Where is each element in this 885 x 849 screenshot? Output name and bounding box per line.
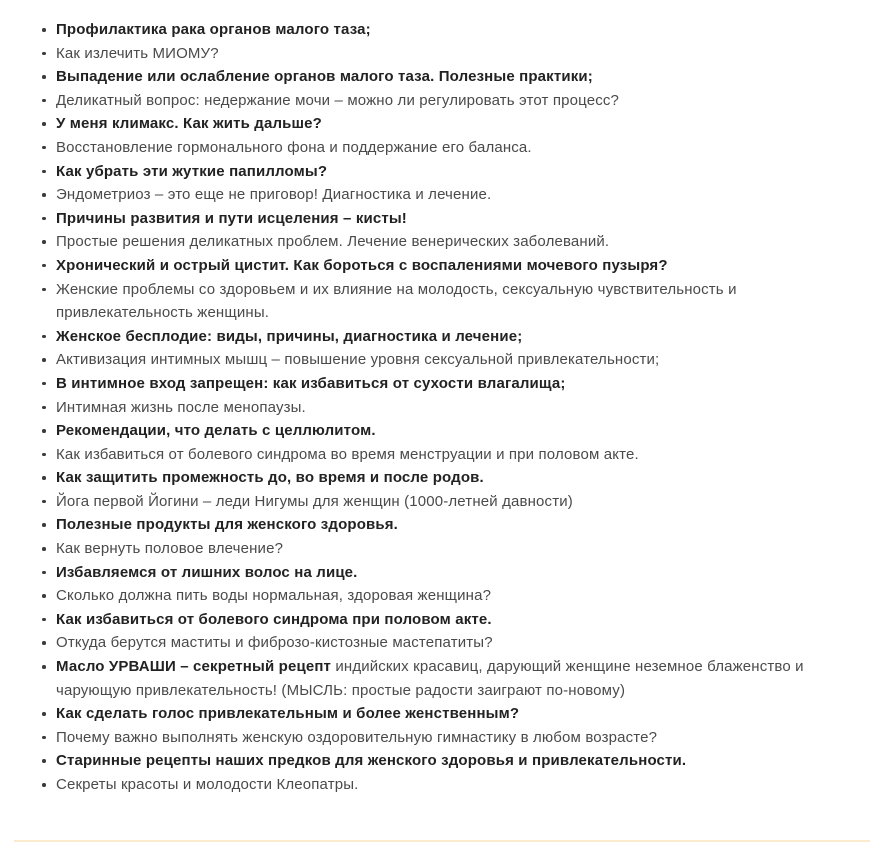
topic-list-item: Активизация интимных мышц – повышение уровня сексуальной привлекательности; [42, 348, 870, 372]
topic-list-item: Избавляемся от лишних волос на лице. [42, 561, 870, 585]
topic-list-item: Как сделать голос привлекательным и более женственным? [42, 702, 870, 726]
topic-list-item: Женское бесплодие: виды, причины, диагностика и лечение; [42, 325, 870, 349]
topic-list-item: Восстановление гормонального фона и поддержание его баланса. [42, 136, 870, 160]
topic-list-item: Как избавиться от болевого синдрома во время менструации и при половом акте. [42, 443, 870, 467]
topic-list-item: Как защитить промежность до, во время и после родов. [42, 466, 870, 490]
topic-list-item: Женские проблемы со здоровьем и их влияние на молодость, сексуальную чувствительность и привлекательность женщины. [42, 278, 870, 325]
topic-list-item: В интимное вход запрещен: как избавиться от сухости влагалища; [42, 372, 870, 396]
topic-item-rest: индийских красавиц, дарующий женщине неземное блаженство и чарующую привлекательность! (МЫСЛЬ: простые радости заиграют по-новому) [56, 658, 804, 699]
topic-list-item: Как излечить МИОМУ? [42, 42, 870, 66]
topic-list-item: Причины развития и пути исцеления – кисты! [42, 207, 870, 231]
topic-list-item: Йога первой Йогини – леди Нигумы для женщин (1000-летней давности) [42, 490, 870, 514]
topic-list-item [42, 655, 870, 702]
topic-list-item: Как избавиться от болевого синдрома при половом акте. [42, 608, 870, 632]
topic-list-item: Рекомендации, что делать с целлюлитом. [42, 419, 870, 443]
topic-list-item: Секреты красоты и молодости Клеопатры. [42, 773, 870, 797]
topic-list-item: Простые решения деликатных проблем. Лечение венерических заболеваний. [42, 230, 870, 254]
topic-item-lead: Масло УРВАШИ – секретный рецепт [56, 658, 332, 676]
topic-list-item: Эндометриоз – это еще не приговор! Диагностика и лечение. [42, 183, 870, 207]
topic-list-item: Сколько должна пить воды нормальная, здоровая женщина? [42, 584, 870, 608]
topic-list-item: Выпадение или ослабление органов малого таза. Полезные практики; [42, 65, 870, 89]
topic-list-item: Хронический и острый цистит. Как бороться с воспалениями мочевого пузыря? [42, 254, 870, 278]
topic-list-item: Откуда берутся маститы и фиброзо-кистозные мастепатиты? [42, 631, 870, 655]
topic-list-item: Деликатный вопрос: недержание мочи – можно ли регулировать этот процесс? [42, 89, 870, 113]
topic-list-item: Интимная жизнь после менопаузы. [42, 396, 870, 420]
topic-list-item: Как вернуть половое влечение? [42, 537, 870, 561]
topic-list-item: Полезные продукты для женского здоровья. [42, 513, 870, 537]
bottom-divider [14, 840, 870, 842]
topic-list-item: Почему важно выполнять женскую оздоровительную гимнастику в любом возрасте? [42, 726, 870, 750]
topic-list-item: У меня климакс. Как жить дальше? [42, 112, 870, 136]
topic-list-item: Старинные рецепты наших предков для женского здоровья и привлекательности. [42, 749, 870, 773]
topic-list-item: Профилактика рака органов малого таза; [42, 18, 870, 42]
topic-list-item: Как убрать эти жуткие папилломы? [42, 160, 870, 184]
